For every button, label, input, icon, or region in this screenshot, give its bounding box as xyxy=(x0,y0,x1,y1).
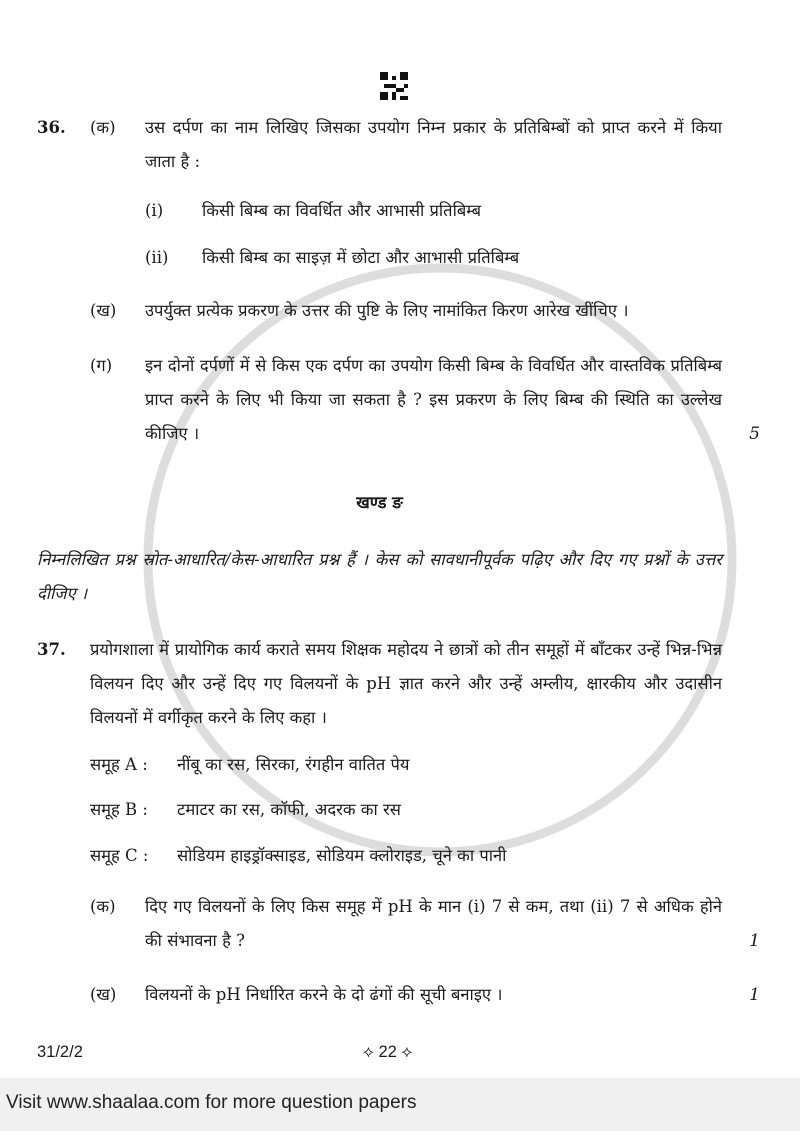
question-text-line: लिए बिम्ब की स्थिति का उल्लेख कीजिए । xyxy=(145,390,722,443)
group-b xyxy=(37,793,760,827)
question-number: 36. xyxy=(37,118,66,137)
section-instructions xyxy=(37,543,760,611)
marks: 1 xyxy=(749,985,760,1005)
sub-part-i xyxy=(37,194,760,228)
group-text: नींबू का रस, सिरका, रंगहीन वातित पेय xyxy=(177,755,410,774)
question-36-part-kha xyxy=(37,294,760,328)
question-number: 37. xyxy=(37,640,66,659)
question-text xyxy=(90,633,722,735)
question-text-line: उन्हें भिन्न-भिन्न विलयन दिए और उन्हें दिए गए विलयनों के pH ज्ञात करने और उन्हें xyxy=(90,640,722,693)
section-instructions-line: गए प्रश्नों के उत्तर दीजिए । xyxy=(37,550,723,603)
section-instructions-line: निम्नलिखित प्रश्न स्रोत-आधारित/केस-आधारित प्रश्न हैं । केस को सावधानीपूर्वक पढ़िए और दिए xyxy=(37,550,612,569)
question-text xyxy=(145,890,722,958)
question-text: विलयनों के pH निर्धारित करने के दो ढंगों की सूची बनाइए । xyxy=(145,985,503,1004)
part-label: (ख) xyxy=(90,985,117,1004)
section-title: खण्ड ङ xyxy=(356,493,403,512)
part-label: (क) xyxy=(90,897,116,916)
question-36-part-ga xyxy=(37,349,760,451)
sub-part-label: (ii) xyxy=(145,248,169,267)
question-text-line: अम्लीय, क्षारकीय और उदासीन विलयनों में वर्गीकृत करने के लिए कहा । xyxy=(90,674,722,727)
sub-part-label: (i) xyxy=(145,201,164,220)
question-text xyxy=(145,349,722,451)
group-label: समूह B : xyxy=(90,800,148,819)
question-37-part-ka xyxy=(37,890,760,958)
footer-visit-link[interactable]: Visit www.shaalaa.com for more question papers xyxy=(6,1092,417,1113)
question-text-line: में किया जाता है : xyxy=(145,118,722,171)
paper-code: 31/2/2 xyxy=(37,1043,83,1061)
marks: 5 xyxy=(749,424,760,444)
group-label: समूह C : xyxy=(90,846,149,865)
group-label: समूह A : xyxy=(90,755,148,774)
question-text-line: दिए गए विलयनों के लिए किस समूह में pH के मान (i) 7 से कम, तथा (ii) 7 से xyxy=(145,897,648,916)
question-text-line: इन दोनों दर्पणों में से किस एक दर्पण का उपयोग किसी बिम्ब के विवर्धित और xyxy=(145,356,604,375)
marks: 1 xyxy=(749,931,760,951)
part-label: (ख) xyxy=(90,301,117,320)
question-36-part-ka xyxy=(37,111,760,179)
page-number: ⟡ 22 ⟡ xyxy=(363,1043,413,1061)
question-text xyxy=(145,111,722,179)
question-text-line: प्रयोगशाला में प्रायोगिक कार्य कराते समय शिक्षक महोदय ने छात्रों को तीन समूहों में बाँटकर xyxy=(90,640,632,659)
group-text: टमाटर का रस, कॉफी, अदरक का रस xyxy=(177,800,401,819)
question-text-line: अधिक होने की संभावना है ? xyxy=(145,897,723,950)
question-37 xyxy=(37,633,760,735)
group-a xyxy=(37,748,760,782)
group-text: सोडियम हाइड्रॉक्साइड, सोडियम क्लोराइड, चूने का पानी xyxy=(177,846,507,865)
qr-code-icon xyxy=(380,72,408,100)
question-text-line: वास्तविक प्रतिबिम्ब प्राप्त करने के लिए भी किया जा सकता है ? इस प्रकरण के xyxy=(145,356,722,409)
sub-part-text: किसी बिम्ब का साइज़ में छोटा और आभासी प्रतिबिम्ब xyxy=(202,248,520,267)
sub-part-ii xyxy=(37,241,760,275)
question-text: उपर्युक्त प्रत्येक प्रकरण के उत्तर की पुष्टि के लिए नामांकित किरण आरेख खींचिए । xyxy=(145,301,629,320)
part-label: (क) xyxy=(90,118,116,137)
page-content xyxy=(37,111,760,1012)
group-c xyxy=(37,839,760,873)
part-label: (ग) xyxy=(90,356,113,375)
sub-part-text: किसी बिम्ब का विवर्धित और आभासी प्रतिबिम्ब xyxy=(202,201,482,220)
question-37-part-kha xyxy=(37,978,760,1012)
question-text-line: उस दर्पण का नाम लिखिए जिसका उपयोग निम्न प्रकार के प्रतिबिम्बों को प्राप्त करने xyxy=(145,118,667,137)
